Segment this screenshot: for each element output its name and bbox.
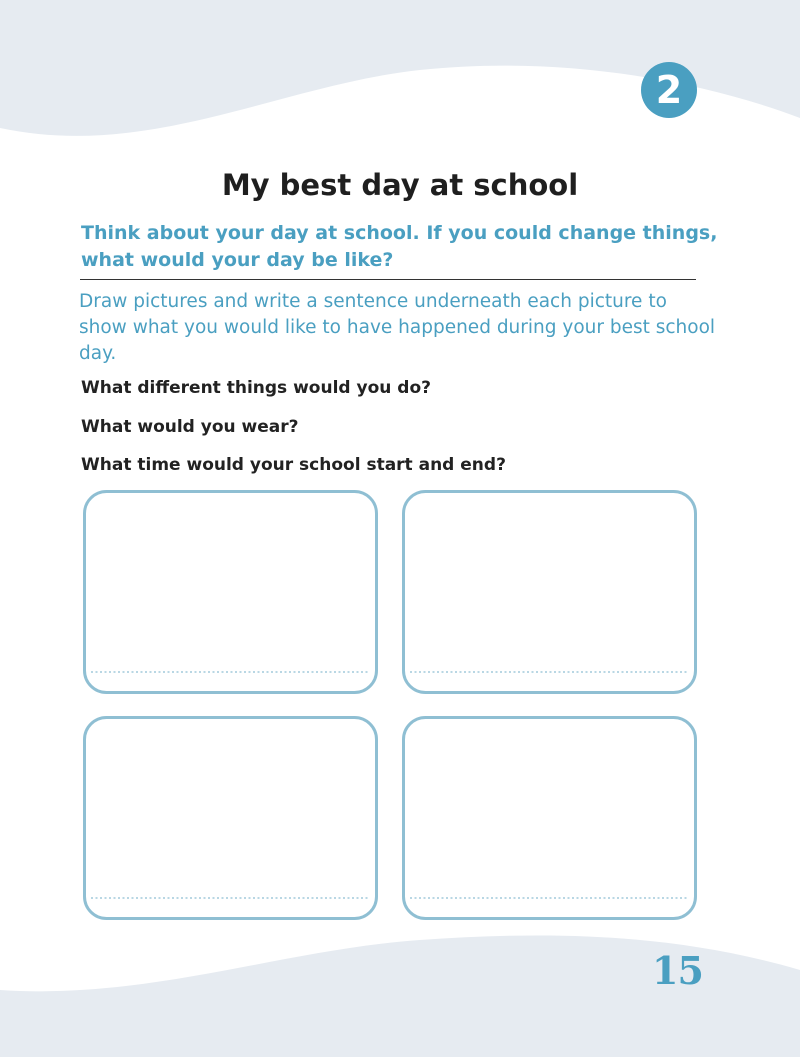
drawing-box-1[interactable] — [83, 490, 378, 694]
question-school-times: What time would your school start and end? — [81, 455, 506, 475]
question-things-to-do: What different things would you do? — [81, 378, 431, 398]
page-number: 15 — [652, 948, 703, 993]
drawing-box-3[interactable] — [83, 716, 378, 920]
question-what-to-wear: What would you wear? — [81, 417, 299, 437]
drawing-box-2[interactable] — [402, 490, 697, 694]
prompt-divider — [80, 279, 696, 280]
instructions-text: Draw pictures and write a sentence underneath each picture to show what you would like to have happened during your best school day. — [79, 291, 716, 364]
drawing-box-4[interactable] — [402, 716, 697, 920]
page-title: My best day at school — [221, 168, 579, 202]
prompt-text: Think about your day at school. If you could change things, what would your day be like? — [81, 222, 718, 271]
chapter-number-badge: 2 — [641, 62, 697, 118]
